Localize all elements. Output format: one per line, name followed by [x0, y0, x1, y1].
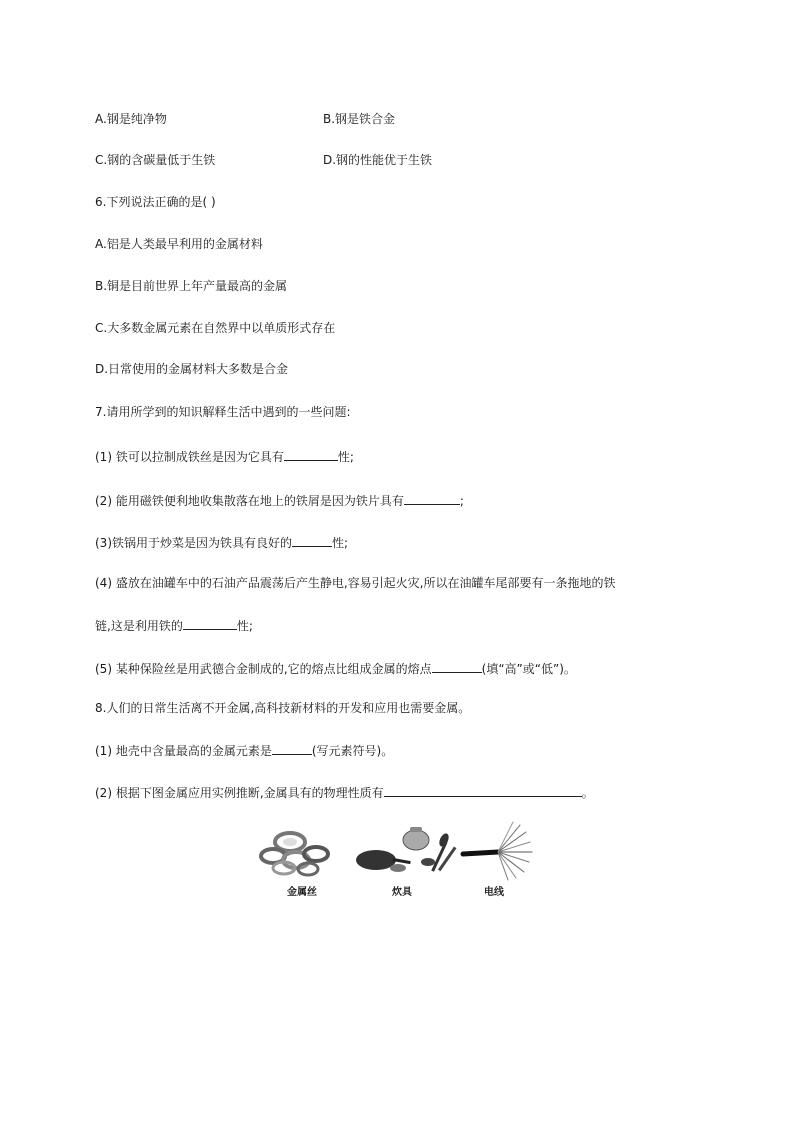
wire-coils-image: [261, 833, 328, 875]
q8-stem: 8.人们的日常生活离不开金属,高科技新材料的开发和应用也需要金属。: [95, 701, 471, 715]
q7-part4-line2: [95, 617, 253, 634]
q7-part3-text: (3)铁锅用于炒菜是因为铁具有良好的: [95, 536, 292, 550]
q7-part5-text: (5) 某种保险丝是用武德合金制成的,它的熔点比组成金属的熔点: [95, 662, 432, 676]
caption-cable: 电线: [484, 887, 504, 898]
q7-part3: [95, 534, 348, 551]
caption-cookware: 炊具: [392, 887, 412, 898]
q8-part2-text: (2) 根据下图金属应用实例推断,金属具有的物理性质有: [95, 786, 384, 800]
q7-part2-text: (2) 能用磁铁便利地收集散落在地上的铁屑是因为铁片具有: [95, 494, 404, 508]
q7-part1: [95, 448, 354, 465]
q8-part1-suffix: (写元素符号)。: [311, 744, 394, 758]
cookware-image: [356, 827, 456, 872]
q8-part1: [95, 742, 393, 759]
answer-blank[interactable]: [292, 534, 332, 547]
q7-part2-suffix: ;: [459, 494, 464, 508]
q5-option-c: C.钢的含碳量低于生铁: [95, 153, 216, 167]
q7-part4-suffix: 性;: [236, 619, 253, 633]
q7-part1-suffix: 性;: [337, 450, 354, 464]
q7-part4-line1: (4) 盛放在油罐车中的石油产品震荡后产生静电,容易引起火灾,所以在油罐车尾部要有一条拖地的铁: [95, 576, 616, 590]
q7-part4-text: 链,这是利用铁的: [95, 619, 183, 633]
q7-part5-suffix: (填“高”或“低”)。: [481, 662, 576, 676]
answer-blank[interactable]: [183, 617, 237, 630]
q8-part2-suffix: 。: [581, 786, 594, 800]
q6-option-d: D.日常使用的金属材料大多数是合金: [95, 362, 289, 376]
answer-blank[interactable]: [284, 448, 338, 461]
q5-option-d: D.钢的性能优于生铁: [323, 153, 433, 167]
q8-part2: [95, 784, 594, 801]
answer-blank[interactable]: [272, 742, 312, 755]
q5-option-a: A.钢是纯净物: [95, 112, 167, 126]
q6-stem: 6.下列说法正确的是( ): [95, 195, 216, 209]
metal-applications-figure: [258, 820, 538, 900]
q5-option-b: B.钢是铁合金: [323, 112, 396, 126]
q6-option-a: A.铝是人类最早利用的金属材料: [95, 237, 263, 251]
q7-stem: 7.请用所学到的知识解释生活中遇到的一些问题:: [95, 405, 351, 419]
answer-blank[interactable]: [404, 492, 460, 505]
q6-option-c: C.大多数金属元素在自然界中以单质形式存在: [95, 321, 336, 335]
q6-option-b: B.铜是目前世界上年产量最高的金属: [95, 279, 288, 293]
q7-part5: [95, 660, 576, 677]
metal-applications-illustration: [258, 820, 538, 882]
answer-blank[interactable]: [384, 784, 582, 797]
q7-part2: [95, 492, 464, 509]
q7-part1-text: (1) 铁可以拉制成铁丝是因为它具有: [95, 450, 284, 464]
caption-metal-wire: 金属丝: [287, 887, 317, 898]
cable-image: [463, 822, 532, 880]
answer-blank[interactable]: [432, 660, 482, 673]
q7-part3-suffix: 性;: [332, 536, 349, 550]
q8-part1-text: (1) 地壳中含量最高的金属元素是: [95, 744, 272, 758]
